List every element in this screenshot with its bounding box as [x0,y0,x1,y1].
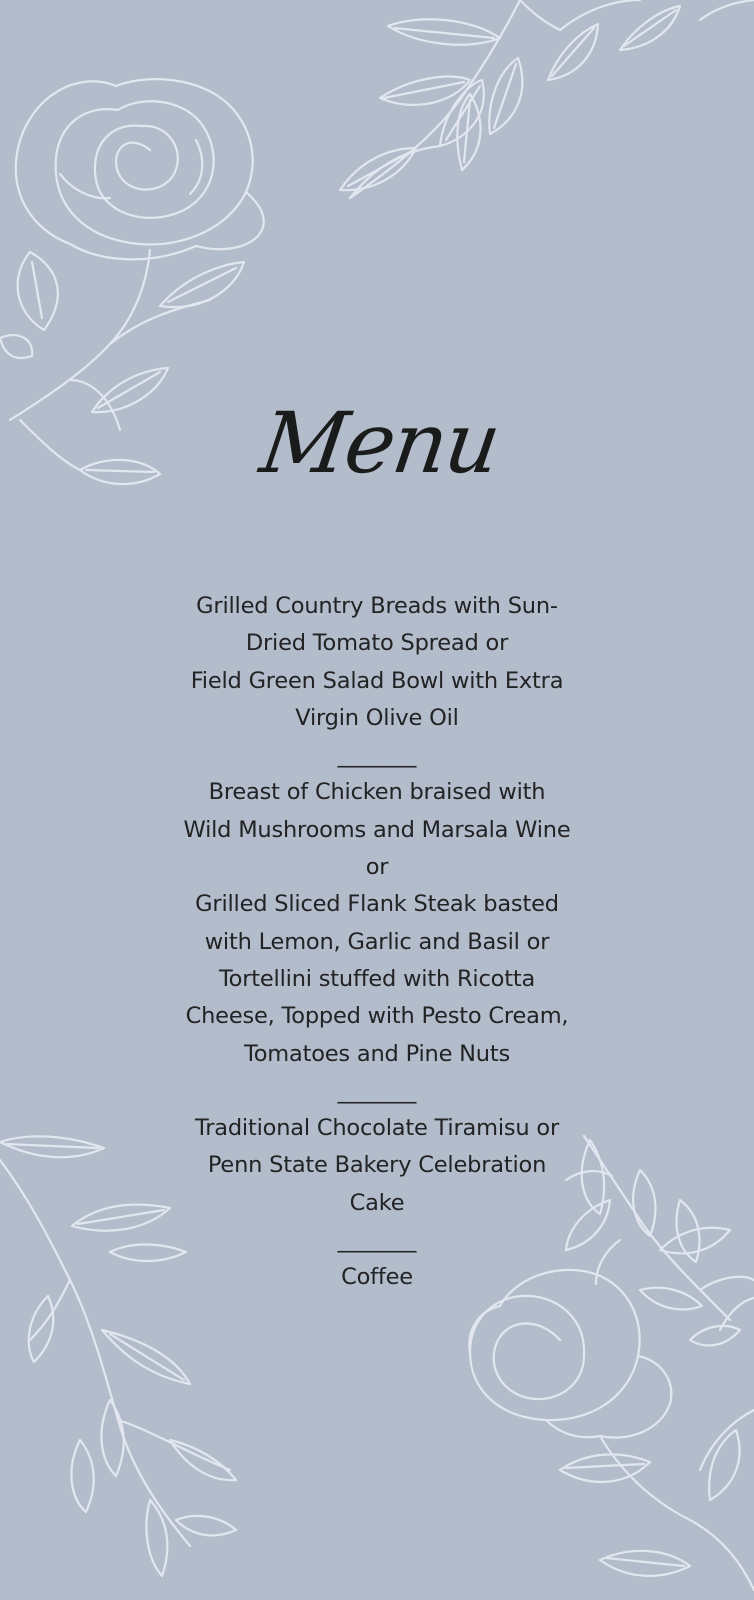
menu-line: Tortellini stuffed with Ricotta [218,965,536,992]
course-mains [147,774,607,1072]
course-starters [147,588,607,737]
menu-line: Field Green Salad Bowl with Extra [190,667,564,694]
menu-line: Traditional Chocolate Tiramisu or [194,1115,560,1142]
menu-body [147,588,607,1297]
menu-line: Cheese, Topped with Pesto Cream, [185,1003,569,1030]
course-beverage [147,1259,607,1296]
menu-line: Penn State Bakery Celebration [207,1152,547,1179]
menu-line: Cake [349,1189,405,1216]
course-desserts [147,1110,607,1222]
menu-line: Coffee [341,1264,413,1291]
menu-line: Breast of Chicken braised with [208,779,546,806]
course-divider: _______ [337,1077,417,1104]
menu-line: Grilled Country Breads with Sun- [196,593,558,619]
course-divider: _______ [337,1227,417,1254]
menu-line: or [365,854,389,881]
menu-line: Dried Tomato Spread or [245,630,509,657]
menu-line: Tomatoes and Pine Nuts [244,1040,510,1067]
leaf-branch-top-right-icon [340,0,754,198]
menu-line: Grilled Sliced Flank Steak basted [195,891,559,918]
menu-line: with Lemon, Garlic and Basil or [204,928,550,955]
menu-title [0,392,754,512]
course-divider: _______ [337,742,417,769]
menu-title-text: Menu [255,394,505,492]
menu-line: Wild Mushrooms and Marsala Wine [183,816,571,843]
menu-line: Virgin Olive Oil [295,704,459,731]
